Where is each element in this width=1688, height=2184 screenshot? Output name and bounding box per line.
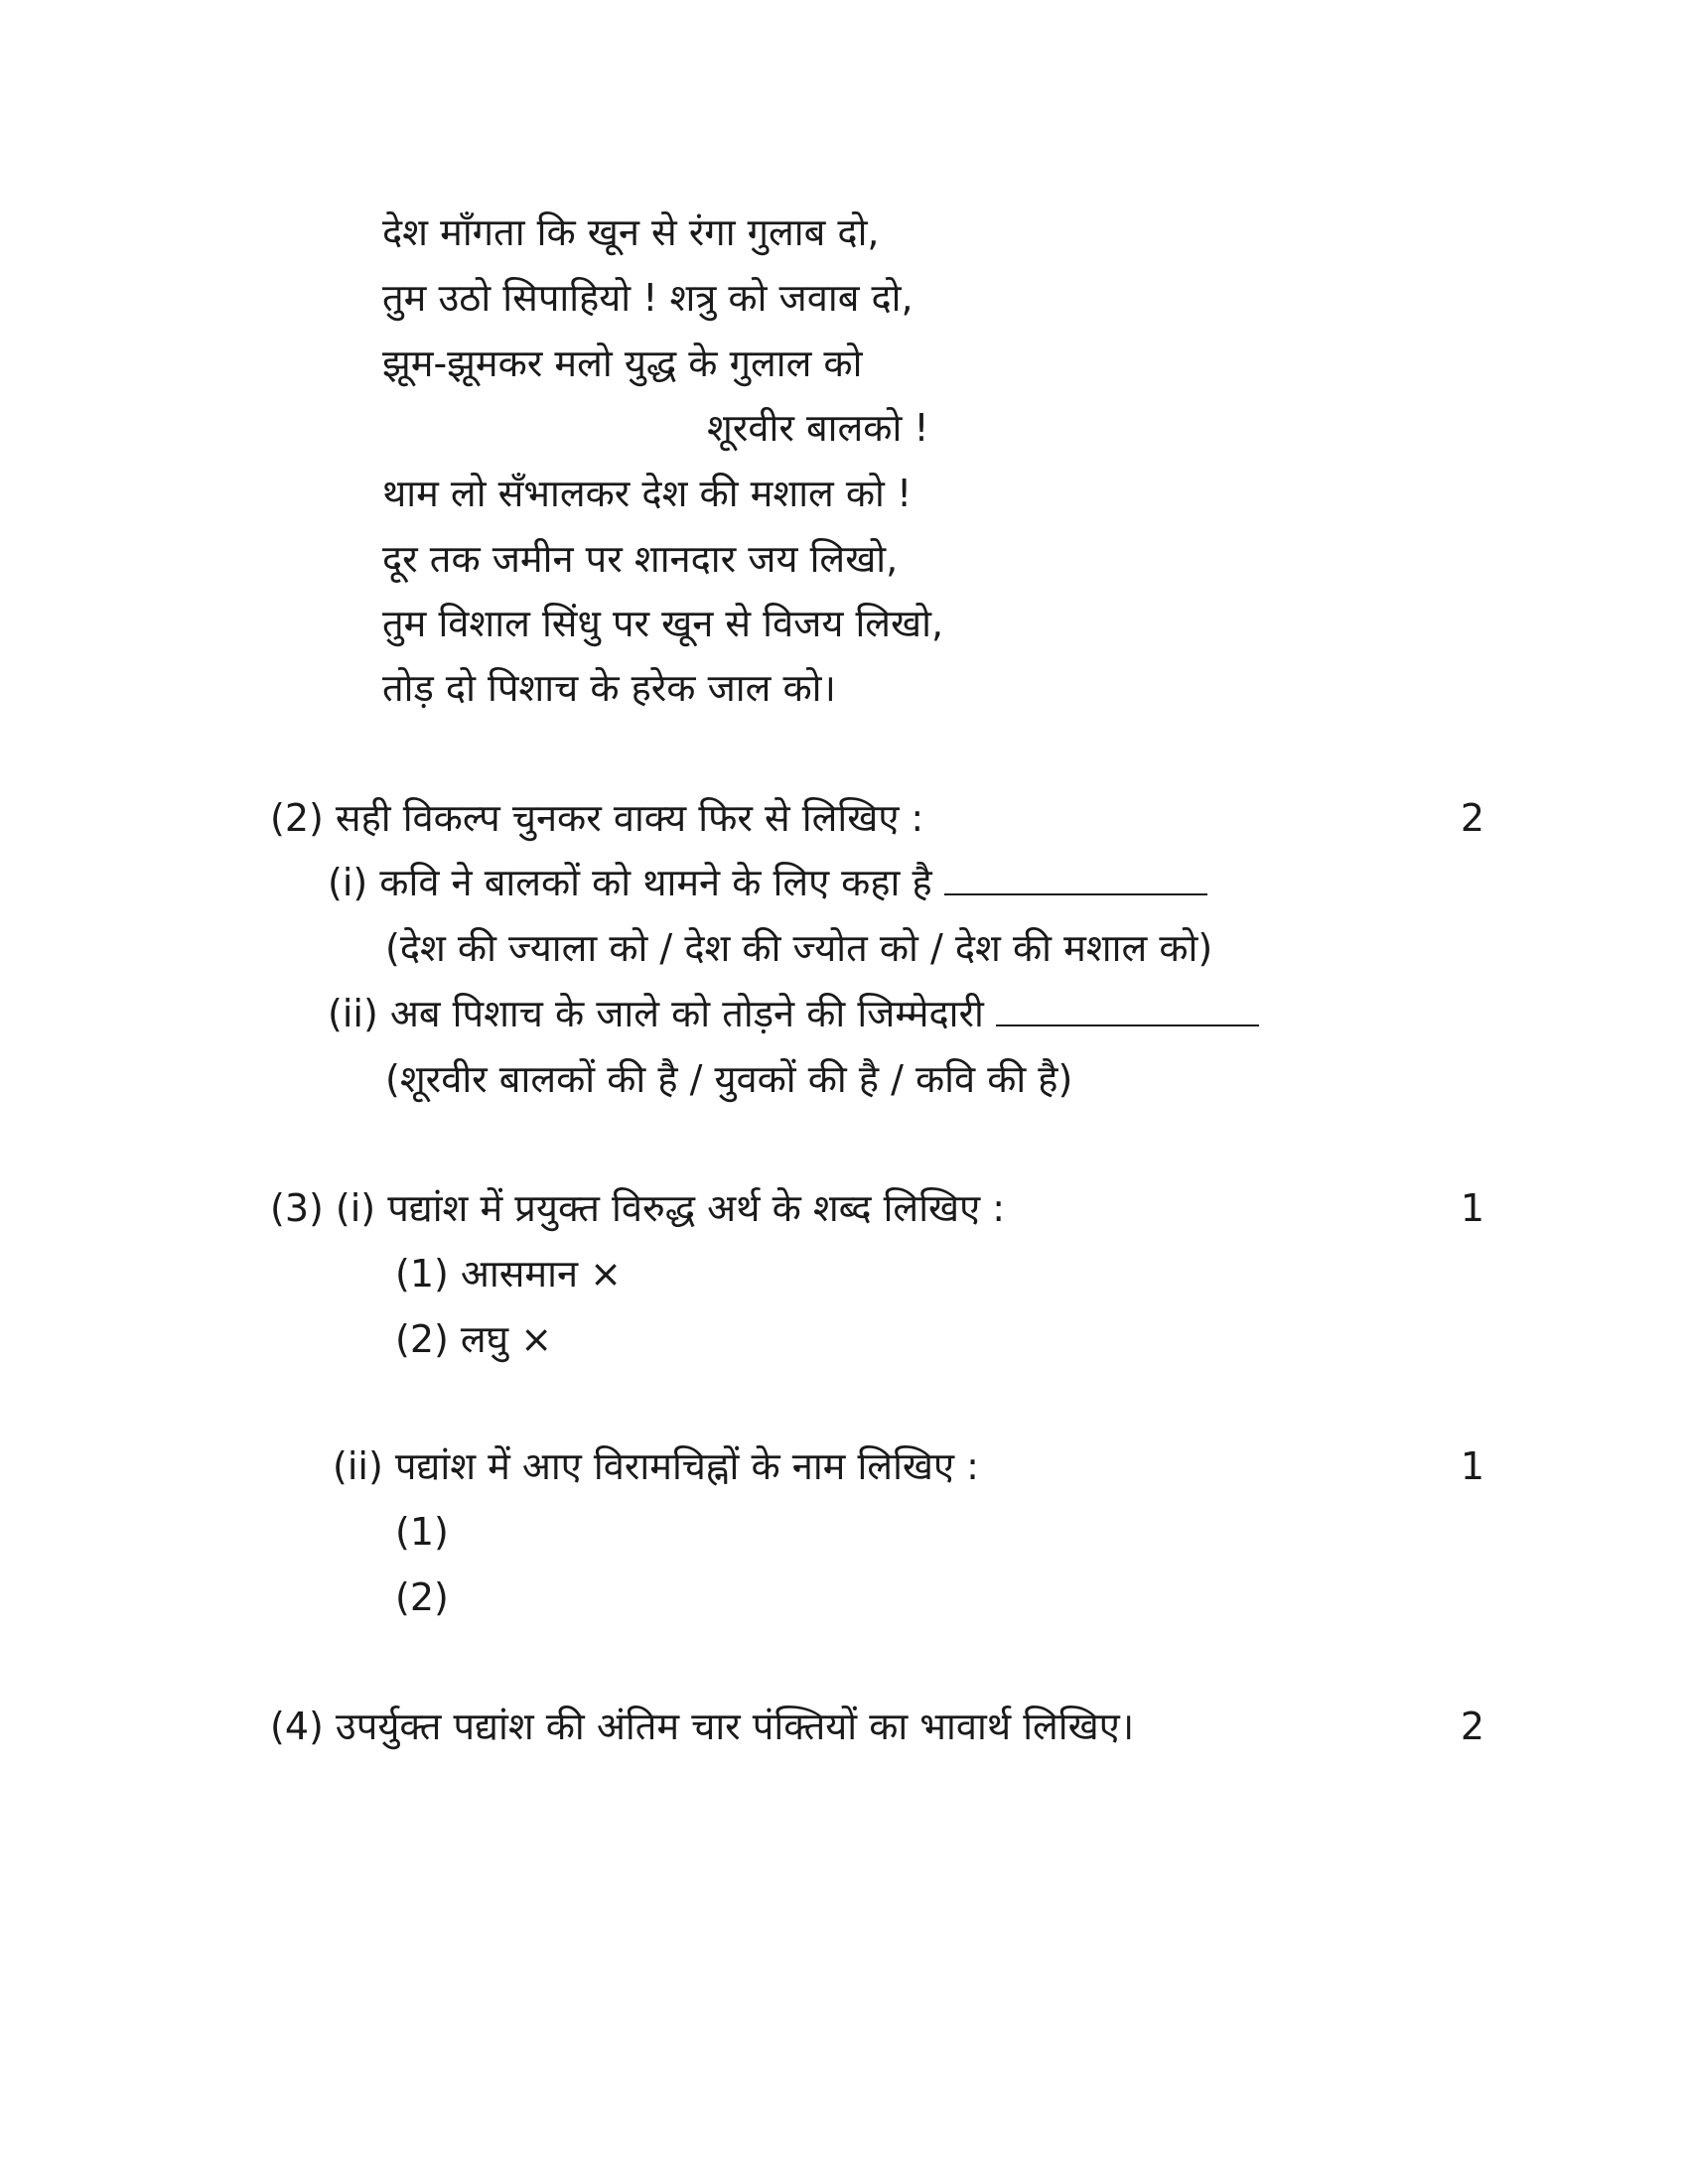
q2-i-text: (i) कवि ने बालकों को थामने के लिए कहा है: [328, 861, 932, 904]
q2-i-options: (देश की ज्याला को / देश की ज्योत को / देश की मशाल को): [385, 926, 1213, 970]
q3-i-label: (3) (i) पद्यांश में प्रयुक्त विरुद्ध अर्थ के शब्द लिखिए :: [270, 1186, 1006, 1230]
q2-i: [328, 861, 1207, 904]
poem-line-2: तुम उठो सिपाहियो ! शत्रु को जवाब दो,: [382, 276, 914, 320]
q3-i-item-1: (1) आसमान ×: [395, 1252, 623, 1296]
q3-ii-marks: 1: [1460, 1444, 1484, 1488]
poem-line-5: थाम लो सँभालकर देश की मशाल को !: [382, 472, 913, 515]
q2-marks: 2: [1460, 796, 1484, 840]
q3-ii-item-2: (2): [395, 1575, 449, 1619]
poem-line-6: दूर तक जमीन पर शानदार जय लिखो,: [382, 537, 899, 581]
q2-ii-options: (शूरवीर बालकों की है / युवकों की है / कवि की है): [385, 1057, 1073, 1101]
poem-line-3: झूम-झूमकर मलो युद्ध के गुलाल को: [382, 341, 863, 385]
q2-ii: [328, 992, 1259, 1035]
q3-ii-label: (ii) पद्यांश में आए विरामचिह्नों के नाम लिखिए :: [333, 1444, 979, 1488]
answer-blank: [996, 1024, 1259, 1026]
poem-line-4: शूरवीर बालको !: [707, 406, 929, 450]
q2-ii-text: (ii) अब पिशाच के जाले को तोड़ने की जिम्मेदारी: [328, 992, 984, 1035]
q3-i-marks: 1: [1460, 1186, 1484, 1230]
poem-line-7: तुम विशाल सिंधु पर खून से विजय लिखो,: [382, 602, 944, 645]
q3-ii-item-1: (1): [395, 1510, 449, 1554]
q4-marks: 2: [1460, 1705, 1484, 1748]
poem-line-1: देश माँगता कि खून से रंगा गुलाब दो,: [382, 210, 880, 254]
q4-label: (4) उपर्युक्त पद्यांश की अंतिम चार पंक्तियों का भावार्थ लिखिए।: [270, 1705, 1135, 1748]
answer-blank: [944, 893, 1207, 895]
poem-line-8: तोड़ दो पिशाच के हरेक जाल को।: [382, 666, 836, 710]
q2-label: (2) सही विकल्प चुनकर वाक्य फिर से लिखिए :: [270, 796, 924, 840]
q3-i-item-2: (2) लघु ×: [395, 1317, 553, 1361]
